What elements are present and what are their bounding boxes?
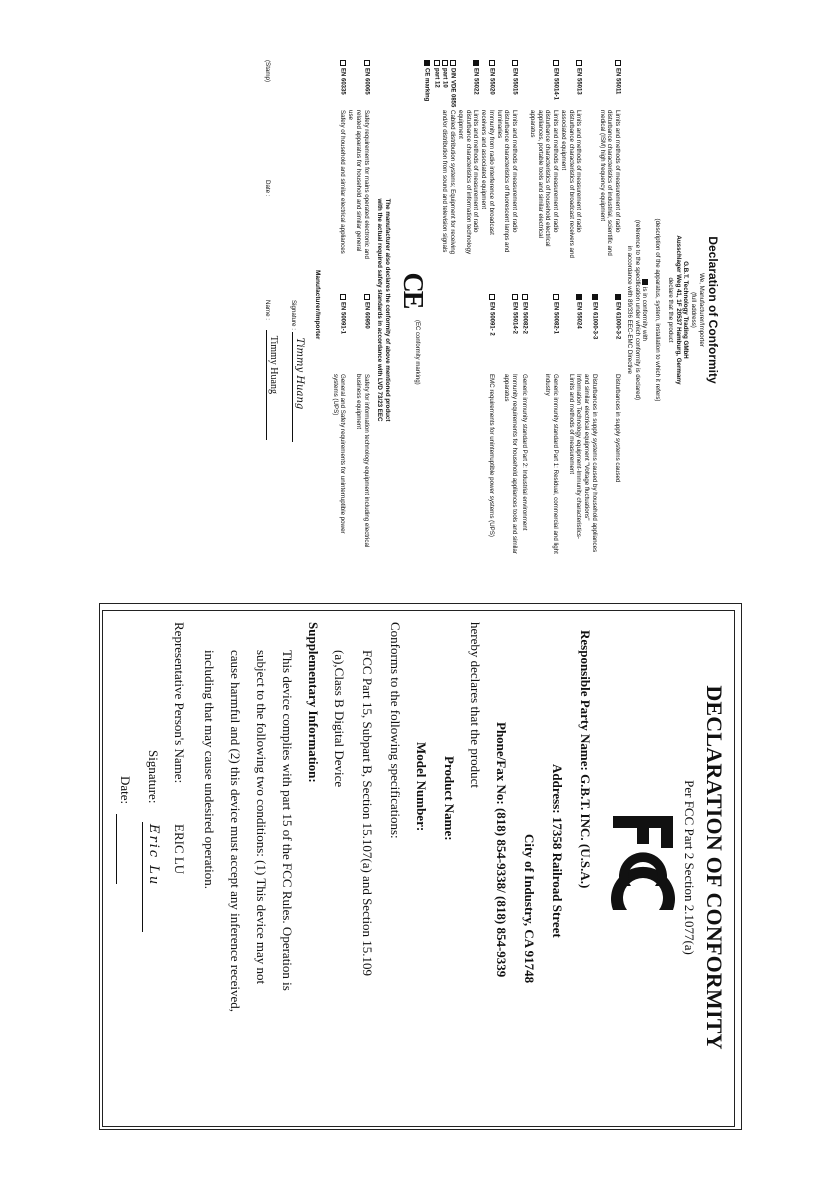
checkbox-icon — [553, 60, 559, 66]
checkbox-icon — [434, 60, 440, 66]
conforms-label: Conforms to the following specifications: — [388, 622, 403, 839]
standard-desc: Immunity from radio interference of broadcast receivers and associated equipment — [480, 110, 495, 235]
eu-address: Ausschlager Weg 41, 1F 20537 Hamburg, Germany — [674, 235, 682, 385]
standard-desc: Generic immunity standard Part 1: Residual, commercial and light industry — [544, 374, 560, 554]
signature-script: Timmy Huang — [294, 337, 306, 410]
signature-label: Signature : — [289, 300, 297, 330]
fcc-info-line-3: cause harmful and (2) this device must accept any inference received, — [228, 650, 243, 1013]
checkbox-icon — [577, 60, 583, 66]
standard-desc: EMC requirements for uninterruptible power systems (UPS) — [488, 374, 495, 537]
eu-reference: (reference to the specification under which conformity is declared) — [633, 219, 641, 401]
standard-desc: Safety of household and similar electrical appliances — [339, 110, 347, 254]
eu-declaration — [100, 60, 720, 580]
standard-desc: Disturbances in supply systems caused — [614, 374, 622, 483]
eu-full-address-note: (full address) — [690, 292, 698, 328]
standard-desc: Limits and methods of measurement of radio disturbance characteristics of industrial, scientific and medical (ISM) high frequency equipment — [598, 110, 622, 256]
eu-signature-area — [241, 60, 321, 560]
standard-code: EN 55013 — [575, 68, 582, 95]
checkbox-icon — [615, 294, 621, 300]
standard-code: EN 55011 — [614, 68, 621, 95]
eu-name-row — [263, 300, 280, 440]
eu-row — [559, 60, 582, 560]
part-10: part 10 — [441, 68, 448, 88]
fcc-declaration — [99, 603, 742, 1130]
fcc-signature-value: Eric Lu — [146, 824, 161, 887]
standard-code: EN 55015 — [511, 68, 518, 95]
responsible-party: Responsible Party Name: G.B.T. INC. (U.S.A.) — [578, 630, 593, 889]
standard-code: EN 50082-2 — [521, 302, 528, 335]
ce-mark-icon: CE — [397, 272, 429, 308]
checkbox-icon — [364, 60, 370, 66]
ce-marking-block — [395, 60, 430, 560]
eu-row — [432, 60, 456, 560]
eu-row — [528, 60, 559, 560]
ce-marking-label: CE marking — [423, 68, 430, 102]
standard-code: EN 55024 — [575, 302, 582, 329]
fcc-per-section: Per FCC Part 2 Section 2.1077(a) — [682, 780, 697, 955]
name-value: Timmy Huang — [268, 335, 280, 394]
eu-directive: in accordance with 89/336 EEC-EMC Directive — [626, 246, 633, 374]
checkbox-icon — [474, 60, 480, 66]
checkbox-icon — [340, 294, 346, 300]
eu-description: (description of the apparatus, system, installation to which it refers) — [654, 218, 662, 402]
standard-desc: Limits and methods of measurement of radio disturbance characteristics of information technology equipment — [457, 110, 480, 255]
standard-desc: Disturbances in supply systems caused by household appliances and similar electrical equipment "Voltage fluctuations" — [583, 374, 598, 553]
fcc-info-line-1: This device complies with part 15 of the FCC Rules. Operation is — [280, 650, 295, 991]
eu-standards-table — [241, 60, 621, 560]
eu-row — [480, 60, 496, 560]
standard-code: EN 50082-1 — [552, 302, 559, 335]
rep-person-label: Representative Person's Name: — [172, 622, 187, 784]
fcc-date-label: Date: — [118, 776, 133, 805]
eu-conformity: is in conformity with — [641, 60, 649, 560]
standard-desc: Information Technology equipment-Immunity characteristics-Limits and methods of measurement — [567, 374, 583, 539]
rep-person-name: ERIC LU — [172, 824, 187, 875]
standard-desc: Safety for information technology equipment including electrical business equipment — [354, 374, 370, 548]
supplementary-label: Supplementary Information: — [306, 622, 321, 783]
model-number-label: Model Number: — [414, 742, 429, 832]
eu-row — [331, 60, 347, 560]
standard-desc: Generic immunity standard Part 2: Industrial environment — [521, 374, 529, 531]
fcc-logo-icon — [607, 810, 679, 922]
eu-subtitle: We, Manufacturer/Importer — [698, 273, 705, 347]
checkbox-icon — [489, 60, 495, 66]
eu-signature-row — [289, 300, 306, 442]
checkbox-icon — [592, 294, 598, 300]
checkbox-icon — [424, 60, 430, 66]
standard-desc: Safety requirements for mains operated electronic and related apparatus for household and similar general use — [347, 110, 370, 259]
standard-desc: General and Safety requirements for uninterruptible power systems (UPS) — [331, 374, 347, 534]
standard-code: EN 61000-3-2 — [614, 302, 621, 340]
fcc-declaration-content — [98, 604, 741, 1131]
standard-code: EN 55020 — [488, 68, 495, 95]
eu-title: Declaration of Conformity — [706, 236, 720, 384]
checkbox-icon — [642, 279, 648, 285]
eu-header — [625, 60, 720, 560]
part-12: part 12 — [433, 68, 440, 88]
checkbox-icon — [522, 294, 528, 300]
standard-code: EN 60950 — [362, 302, 369, 329]
standard-code: EN 61000-3-3 — [591, 302, 598, 340]
checkbox-icon — [450, 60, 456, 66]
manufacturer-label: Manufacturer/Importer — [313, 270, 321, 340]
ce-caption: (EC conformity marking) — [414, 320, 421, 385]
checkbox-icon — [553, 294, 559, 300]
standard-code: DIN VDE 0855 — [449, 68, 456, 108]
checkbox-icon — [512, 60, 518, 66]
standard-desc: Limits and methods of measurement of radio disturbance characteristics of household electrical appliances, portable tools and similar electrical apparatus — [529, 110, 560, 247]
eu-row — [518, 60, 528, 560]
eu-row — [495, 60, 518, 560]
standard-code: EN 50091- 2 — [488, 302, 495, 336]
checkbox-icon — [489, 294, 495, 300]
checkbox-icon — [442, 60, 448, 66]
standard-desc: Limits and methods of measurement of radio disturbance characteristics of fluorescent lamps and luminaries — [495, 110, 519, 253]
standard-desc: Immunity requirements for household appliances tools and similar apparatus — [503, 374, 519, 554]
fcc-info-line-2: subject to the following two conditions: (1) This device may not — [254, 650, 269, 985]
standard-desc: Cabled distribution systems; Equipment for receiving and/or distribution from sound and television signals — [441, 110, 457, 255]
product-name-label: Product Name: — [442, 756, 457, 841]
hereby-declares: hereby declares that the product — [468, 622, 483, 789]
checkbox-icon — [364, 294, 370, 300]
standard-code: EN 55022 — [472, 68, 479, 95]
fcc-spec-line-2: (a),Class B Digital Device — [332, 650, 347, 788]
standard-code: EN 55014-2 — [511, 302, 518, 335]
manufacturer-note: The manufacturer also declares the conformity of above mentioned product with the actual required safety standards in accordance with LVD 73/23 EEC — [376, 198, 392, 422]
eu-row — [598, 60, 621, 560]
standard-code: EN 60335 — [339, 68, 346, 95]
eu-declare: declare that the product — [667, 277, 674, 343]
fcc-spec-line-1: FCC Part 15, Subpart B, Section 15.107(a) and Section 15.109 — [360, 650, 375, 977]
fcc-info-line-4: including that may cause undesired operation. — [202, 650, 217, 889]
checkbox-icon — [340, 60, 346, 66]
checkbox-icon — [615, 60, 621, 66]
fcc-title: DECLARATION OF CONFORMITY — [702, 685, 727, 1050]
checkbox-icon — [577, 294, 583, 300]
fcc-signature-line — [142, 822, 143, 932]
fcc-city: City of Industry, CA 91748 — [522, 834, 537, 984]
standard-code: EN 60065 — [362, 68, 369, 95]
stamp-label: (Stamp) — [263, 60, 271, 83]
checkbox-icon — [512, 294, 518, 300]
eu-row — [583, 60, 599, 560]
date-label: Date : — [263, 180, 271, 197]
standard-code: EN 55014-1 — [552, 68, 559, 101]
name-label: Name : — [263, 300, 271, 320]
eu-row — [346, 60, 369, 560]
fcc-address: Address: 17358 Railroad Street — [550, 764, 565, 938]
standard-code: EN 50091-1 — [339, 302, 346, 335]
eu-company: G.B.T. Technology Trading GMbH — [682, 261, 690, 359]
fcc-signature-label: Signature: — [146, 750, 161, 804]
standard-desc: Limits and methods of measurement of radio disturbance characteristics of broadcast receivers and associated equipment — [560, 110, 583, 258]
eu-row — [456, 60, 479, 560]
fcc-phone: Phone/Fax No: (818) 854-9338/ (818) 854-9339 — [494, 722, 509, 978]
eu-declaration-content — [100, 60, 720, 560]
fcc-date-line — [116, 814, 117, 884]
